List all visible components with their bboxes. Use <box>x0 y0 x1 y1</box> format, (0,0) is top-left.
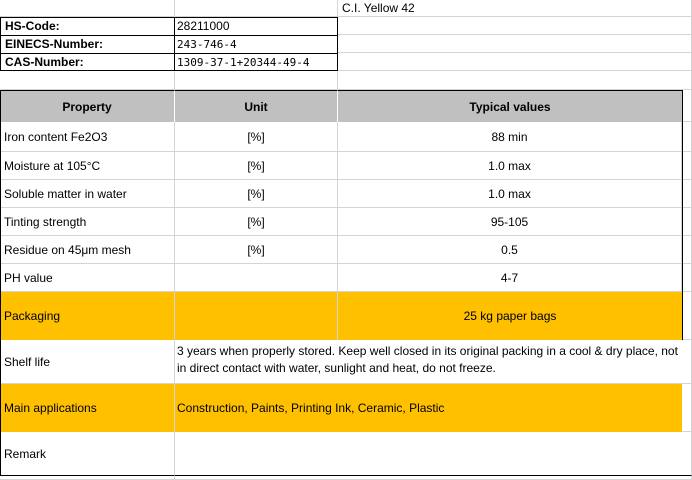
row-value[interactable]: 1.0 max <box>338 180 682 208</box>
row-property[interactable]: Moisture at 105°C <box>0 152 175 180</box>
cell-d9[interactable] <box>682 180 692 208</box>
row-value[interactable]: 1.0 max <box>338 152 682 180</box>
cell-a1[interactable] <box>0 0 175 17</box>
row-property[interactable]: Soluble matter in water <box>0 180 175 208</box>
hs-code-value[interactable]: 28211000 <box>175 17 338 35</box>
row-property[interactable]: Residue on 45μm mesh <box>0 236 175 264</box>
cell-c3[interactable] <box>338 35 692 53</box>
remark-value[interactable] <box>175 432 692 476</box>
cell-d10[interactable] <box>682 208 692 236</box>
packaging-unit[interactable] <box>175 292 338 340</box>
row-value[interactable]: 0.5 <box>338 236 682 264</box>
cell-d8[interactable] <box>682 152 692 180</box>
cell-b5[interactable] <box>175 71 338 90</box>
cell-b1[interactable] <box>175 0 338 17</box>
cell-a5[interactable] <box>0 71 175 90</box>
cell-d12[interactable] <box>682 264 692 292</box>
cell-b17[interactable] <box>175 476 692 480</box>
row-unit[interactable]: [%] <box>175 152 338 180</box>
einecs-label[interactable]: EINECS-Number: <box>0 35 175 53</box>
packaging-value[interactable]: 25 kg paper bags <box>338 292 682 340</box>
remark-label[interactable]: Remark <box>0 432 175 476</box>
cell-d6[interactable] <box>682 90 692 122</box>
cell-c4[interactable] <box>338 53 692 71</box>
row-value[interactable]: 95-105 <box>338 208 682 236</box>
row-unit[interactable]: [%] <box>175 180 338 208</box>
einecs-value[interactable]: 243-746-4 <box>175 35 338 53</box>
cell-d11[interactable] <box>682 236 692 264</box>
column-header-property[interactable]: Property <box>0 90 175 122</box>
packaging-label[interactable]: Packaging <box>0 292 175 340</box>
cas-value[interactable]: 1309-37-1+20344-49-4 <box>175 53 338 71</box>
cas-label[interactable]: CAS-Number: <box>0 53 175 71</box>
cell-d13[interactable] <box>682 292 692 340</box>
row-property[interactable]: Iron content Fe2O3 <box>0 122 175 152</box>
shelf-life-text[interactable]: 3 years when properly stored. Keep well closed in its original packing in a cool & dry place, not in direct contact with water, sunlight and heat, do not freeze. <box>175 340 692 384</box>
row-unit[interactable]: [%] <box>175 236 338 264</box>
row-property[interactable]: PH value <box>0 264 175 292</box>
row-value[interactable]: 4-7 <box>338 264 682 292</box>
cell-a17[interactable] <box>0 476 175 480</box>
cell-d15[interactable] <box>682 384 692 432</box>
column-header-typical-values[interactable]: Typical values <box>338 90 682 122</box>
row-unit[interactable]: [%] <box>175 122 338 152</box>
row-property[interactable]: Tinting strength <box>0 208 175 236</box>
main-applications-text[interactable]: Construction, Paints, Printing Ink, Ceramic, Plastic <box>175 384 682 432</box>
row-value[interactable]: 88 min <box>338 122 682 152</box>
shelf-life-label[interactable]: Shelf life <box>0 340 175 384</box>
row-unit[interactable]: [%] <box>175 208 338 236</box>
column-header-unit[interactable]: Unit <box>175 90 338 122</box>
cell-c2[interactable] <box>338 17 692 35</box>
sheet-title[interactable]: C.I. Yellow 42 <box>338 0 692 17</box>
cell-c5[interactable] <box>338 71 692 90</box>
main-applications-label[interactable]: Main applications <box>0 384 175 432</box>
cell-d7[interactable] <box>682 122 692 152</box>
hs-code-label[interactable]: HS-Code: <box>0 17 175 35</box>
row-unit[interactable] <box>175 264 338 292</box>
